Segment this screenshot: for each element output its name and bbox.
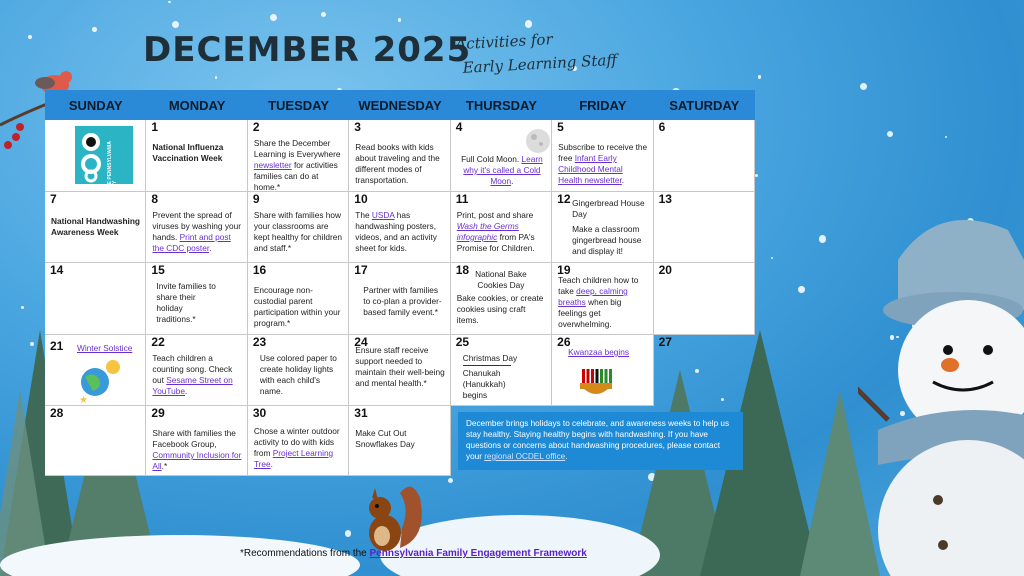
day-number: 22 [151,335,165,349]
squirrel-decoration [350,478,430,558]
day-cell-14 [45,263,146,335]
earth-sun-icon [75,357,125,406]
day-cell-1 [146,120,247,192]
day-cell-22 [146,335,247,406]
kinara-icon [576,365,616,399]
snowflake-dot [28,35,32,39]
day-event: Partner with families to co-plan a provider-based family event.* [363,285,442,317]
day-number: 5 [557,120,564,134]
day-event: Invite families to share their holiday traditions.* [156,281,216,324]
day-number: 13 [658,192,672,206]
day-cell-5 [552,120,653,192]
day-number: 12 [557,192,571,206]
subtitle-line-2: Early Learning Staff [462,50,618,77]
ocdel-office-link[interactable]: regional OCDEL office [484,452,566,461]
day-number: 15 [151,263,165,277]
day-text: Teach children how to take [558,275,639,296]
day-cell-30 [248,406,349,476]
logo-text: THE PENNSYLVANIA KEY [107,141,118,191]
snowflake-dot [758,75,761,78]
day-number: 19 [557,263,571,277]
day-cell-23 [248,335,349,406]
day-event: Christmas Day [462,353,518,363]
weekday-wednesday: WEDNESDAY [358,97,442,113]
day-number: 26 [557,335,571,349]
day-text: . [270,459,273,469]
moon-icon [525,128,551,154]
day-number: 10 [354,192,368,206]
sesame-street-link[interactable]: Sesame Street on YouTube [152,375,233,396]
day-number: 8 [151,192,159,206]
snowflake-dot [21,306,23,308]
day-cell-21 [45,335,146,406]
day-cell-27 [654,335,755,406]
day-cell-12 [552,192,653,263]
pennsylvania-key-logo-icon [75,126,133,184]
mental-health-newsletter-link[interactable]: Infant Early Childhood Mental Health newsletter [558,153,623,185]
day-event: Read books with kids about traveling and the different modes of transportation. [355,142,440,185]
day-text: Print, post and share [456,210,534,220]
day-number: 17 [354,263,368,277]
day-event: Make Cut Out Snowflakes Day [355,428,415,449]
snowflake-dot [168,1,171,4]
newsletter-link[interactable]: newsletter [253,160,292,170]
day-number: 2 [252,120,260,134]
day-text: from PA's Promise for Children. [456,232,535,253]
day-cell-6 [654,120,755,192]
day-cell-4 [451,120,552,192]
day-cell-9 [248,192,349,263]
day-cell-logo [45,120,146,192]
day-text: . [511,176,514,186]
day-cell-25 [451,335,552,406]
day-cell-20 [654,263,755,335]
snowflake-dot [798,286,805,293]
day-event: National Influenza Vaccination Week [152,142,224,163]
subtitle-line-1: Activities for [455,30,554,54]
day-event: National Handwashing Awareness Week [51,216,140,237]
day-number: 31 [354,406,368,420]
weekday-monday: MONDAY [168,97,226,113]
day-cell-24 [349,335,450,406]
day-cell-2 [248,120,349,192]
page-subtitle [455,24,618,80]
kwanzaa-link[interactable]: Kwanzaa begins [568,347,630,357]
day-number: 14 [50,263,64,277]
footer-note [240,548,587,559]
day-text: Share with families the Facebook Group, [152,428,236,449]
day-number: 25 [455,335,470,349]
day-text: . [185,386,188,396]
snowflake-dot [819,235,827,243]
cold-moon-link[interactable]: Learn why it's called a Cold Moon [463,154,543,186]
snowflake-dot [215,76,218,79]
day-text: Subscribe to receive the free [558,142,648,163]
day-number: 1 [151,120,159,134]
day-event-detail: Chanukah (Hanukkah) begins [462,368,506,400]
day-cell-26 [552,335,653,406]
day-cell-13 [654,192,755,263]
day-number: 21 [50,339,64,353]
day-number: 27 [658,335,672,349]
day-event: Ensure staff receive support needed to maintain their well-being and mental health.* [355,345,445,388]
day-cell-11 [451,192,552,263]
project-learning-tree-link[interactable]: Project Learning Tree [253,448,334,469]
day-cell-8 [146,192,247,263]
calming-breaths-link[interactable]: deep, calming breaths [558,286,628,307]
weekday-sunday: SUNDAY [68,97,123,113]
weekday-saturday: SATURDAY [669,97,740,113]
day-text: . [621,175,625,185]
wash-germs-link[interactable]: Wash the Germs infographic [456,221,519,242]
day-number: 20 [658,263,672,277]
page-title: DECEMBER 2025 [143,30,472,70]
day-number: 16 [252,263,267,277]
day-event: Use colored paper to create holiday lights with each child's name. [259,353,337,396]
snowflake-dot [860,83,867,90]
day-number: 9 [252,192,260,206]
weekday-header [45,90,755,120]
day-cell-28 [45,406,146,476]
weekday-tuesday: TUESDAY [268,97,330,113]
day-text: for activities families can do at home.* [253,160,338,192]
day-text: Share the December Learning is Everywhere [253,138,341,159]
snowflake-dot [887,131,893,137]
day-text: Chose a winter outdoor activity to do with kids from [253,426,340,458]
winter-solstice-link[interactable]: Winter Solstice [77,343,133,353]
usda-link[interactable]: USDA [371,210,395,220]
day-event-detail: Bake cookies, or create cookies using craft items. [456,293,544,325]
day-event: Share with families how your classrooms are kept healthy for children and staff.* [253,210,342,253]
day-number: 29 [151,406,165,420]
day-event: National Bake Cookies Day [475,269,527,290]
community-inclusion-link[interactable]: Community Inclusion for All [152,450,242,471]
note-text: December brings holidays to celebrate, and awareness weeks to help us stay healthy. Staying healthy begins with handwashing. If you have questions or concerns about handwashing procedures, please contact your [466,419,730,461]
day-text: has handwashing posters, videos, and an activity sheet for kids. [355,210,437,253]
cdc-poster-link[interactable]: Print and post the CDC poster [152,232,231,253]
day-number: 6 [658,120,666,134]
day-cell-10 [349,192,450,263]
info-note [458,412,743,470]
divider [463,365,511,366]
note-text: . [565,452,568,461]
day-event-detail: Make a classroom gingerbread house and display it! [572,224,642,256]
day-cell-29 [146,406,247,476]
weekday-friday: FRIDAY [579,97,627,113]
day-number: 18 [455,263,470,277]
day-number: 3 [354,120,361,134]
day-text: .* [161,461,168,471]
day-text: Full Cold Moon. [461,154,522,164]
day-cell-19 [552,263,653,335]
day-text: The [355,210,372,220]
day-cell-15 [146,263,247,335]
day-number: 7 [50,192,57,206]
day-event: Gingerbread House Day [572,198,645,219]
snowflake-dot [448,478,453,483]
day-number: 24 [354,335,368,349]
weekday-thursday: THURSDAY [465,97,537,113]
day-cell-16 [248,263,349,335]
day-number: 28 [50,406,64,420]
day-text: . [209,243,212,253]
svg-text:★: ★ [79,395,88,406]
day-cell-31 [349,406,450,476]
footer-text: *Recommendations from the [240,548,370,559]
day-number: 4 [455,120,463,134]
day-text: Prevent the spread of viruses by washing your hands. [152,210,241,242]
family-engagement-framework-link[interactable]: Pennsylvania Family Engagement Framework [369,548,587,559]
day-cell-3 [349,120,450,192]
day-number: 23 [252,335,267,349]
day-number: 11 [455,192,469,206]
day-text: Teach children a counting song. Check out [152,353,233,385]
day-cell-7 [45,192,146,263]
day-number: 30 [252,406,267,420]
day-text: when big feelings get overwhelming. [558,297,622,329]
snowflake-dot [398,18,401,21]
day-cell-18 [451,263,552,335]
day-event: Encourage non-custodial parent participation within your program.* [253,285,341,328]
day-cell-17 [349,263,450,335]
snowman-decoration [858,200,1024,576]
snowflake-dot [92,27,97,32]
